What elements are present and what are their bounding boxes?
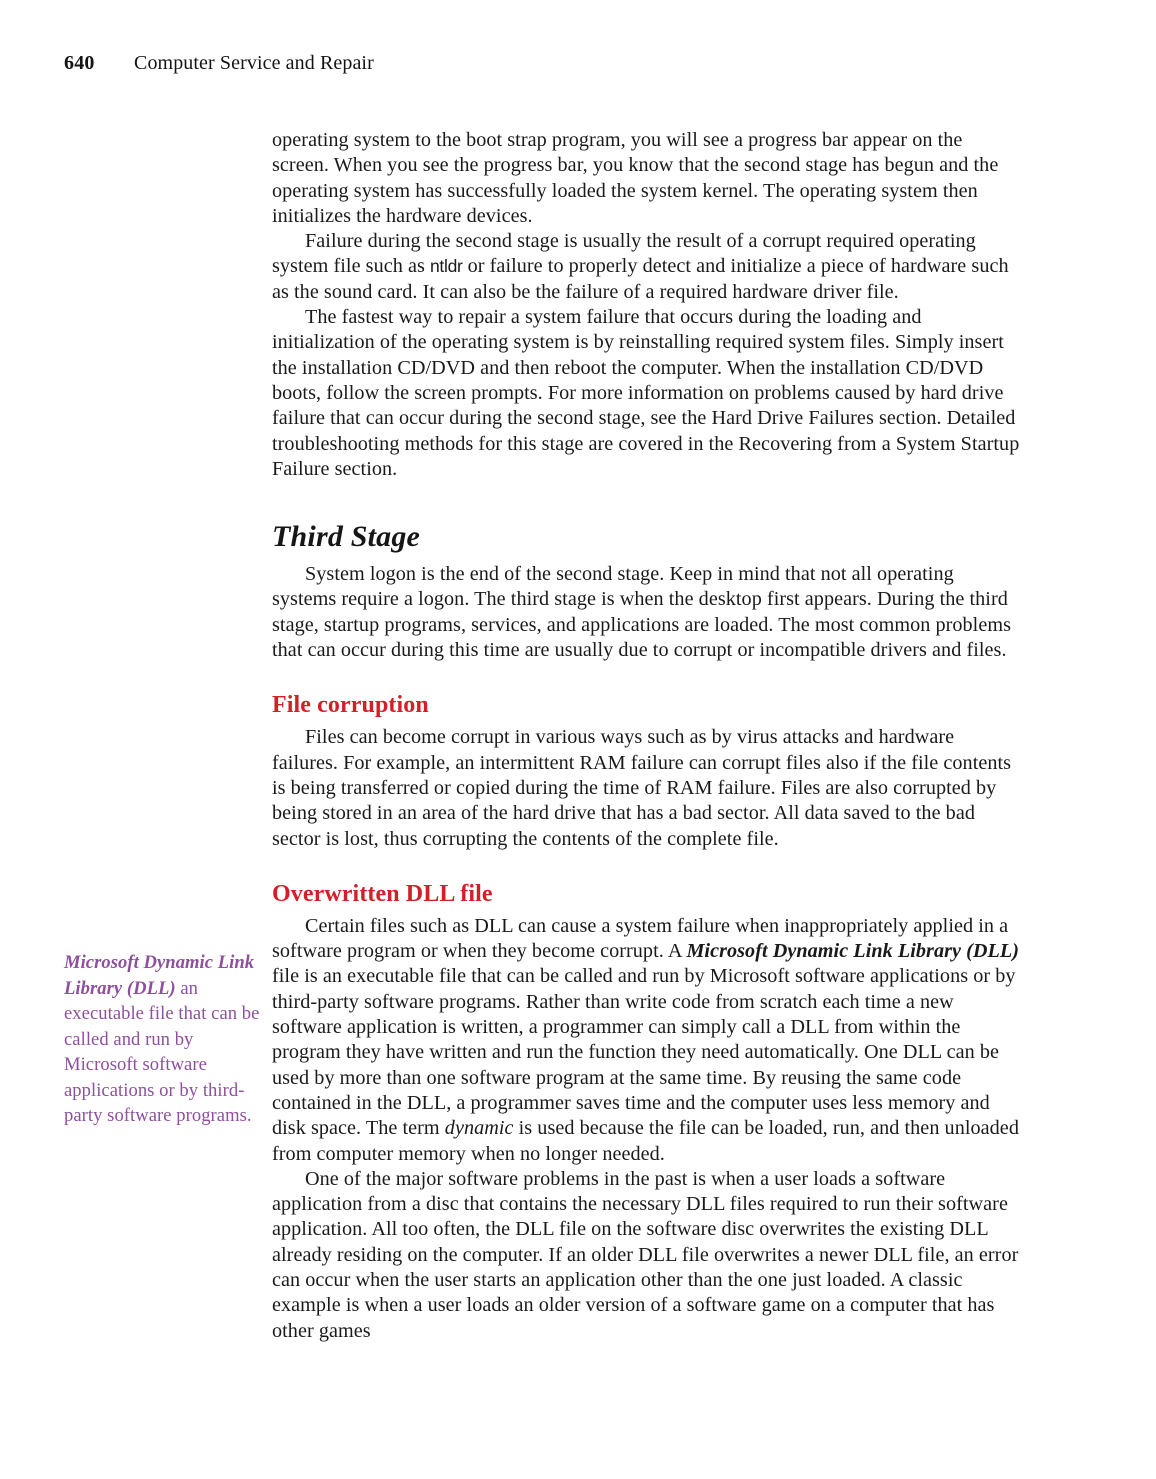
paragraph-1-text: operating system to the boot strap program, you will see a progress bar appear on the screen. When you see the progress bar, you know that the second stage has begun and the operating system has successfully loaded the system kernel. The operating system then initializes the hardware devices.	[272, 129, 999, 227]
paragraph-6-text-a: Certain files such as DLL can cause a system failure when inappropriately applied in a software program or when they become corrupt. A	[272, 914, 1009, 963]
paragraph-3-text: The fastest way to repair a system failure that occurs during the loading and initialization of the operating system is by reinstalling required system files. Simply insert the installation CD/DVD and then reboot the computer. When the installation CD/DVD boots, follow the screen prompts. For more information on problems caused by hard drive failure that can occur during the second stage, see the Hard Drive Failures section. Detailed troubleshooting methods for this stage are covered in the Recovering from a System Startup Failure section.	[272, 306, 1020, 480]
heading-third-stage: Third Stage	[272, 520, 421, 554]
paragraph-continued	[272, 128, 1022, 229]
paragraph-7-text: One of the major software problems in the past is when a user loads a software application from a disc that contains the necessary DLL files required to run their software application. All too often, the DLL file on the software disc overwrites the existing DLL already residing on the computer. If an older DLL file overwrites a newer DLL file, an error can occur when the user starts an application other than the one just loaded. A classic example is when a user loads an older version of a software game on a computer that has other games	[272, 1167, 1019, 1342]
spacer	[272, 482, 1022, 520]
paragraph-second-stage-failure	[272, 229, 1022, 305]
paragraph-5-text: Files can become corrupt in various ways such as by virus attacks and hardware failures. For example, an intermittent RAM failure can corrupt files also if the file contents is being transferred or copied during the time of RAM failure. Files are also corrupted by being stored in an area of the hard drive that has a bad sector. All data saved to the bad sector is lost, thus corrupting the contents of the complete file.	[272, 726, 1012, 850]
spacer	[272, 663, 1022, 691]
spacer	[272, 852, 1022, 880]
spacer	[272, 554, 1022, 562]
paragraph-file-corruption	[272, 725, 1022, 851]
running-head	[64, 52, 374, 75]
paragraph-system-logon	[272, 562, 1022, 663]
main-text-column	[272, 128, 1022, 1344]
running-head-title: Computer Service and Repair	[134, 52, 374, 74]
heading-file-corruption: File corruption	[272, 692, 429, 719]
paragraph-2-text-b: or failure to properly detect and initialize a piece of hardware such as the sound card. It can also be the failure of a required hardware driver file.	[272, 255, 1009, 303]
paragraph-dll-definition	[272, 914, 1022, 1167]
paragraph-4-text: System logon is the end of the second stage. Keep in mind that not all operating systems require a logon. The third stage is when the desktop first appears. During the third stage, startup programs, services, and applications are loaded. The most common problems that can occur during this time are usually due to corrupt or incompatible drivers and files.	[272, 563, 1011, 662]
page-number: 640	[64, 52, 95, 74]
filename-ntldr: ntldr	[430, 256, 463, 277]
paragraph-fastest-repair	[272, 305, 1022, 482]
paragraph-6-text-c: is used because the file can be loaded, run, and then unloaded from computer memory when no longer needed.	[272, 1117, 1019, 1165]
paragraph-2-text-a: Failure during the second stage is usually the result of a corrupt required operating system file such as	[272, 230, 976, 278]
paragraph-dll-overwrite-problem	[272, 1167, 1022, 1344]
margin-note-definition: an executable file that can be called and run by Microsoft software applications or by third-party software programs.	[64, 977, 260, 1126]
term-microsoft-dll: Microsoft Dynamic Link Library (DLL)	[686, 940, 1020, 963]
paragraph-6-text-b: file is an executable file that can be called and run by Microsoft software applications or by third-party software programs. Rather than write code from scratch each time a new software application is written, a programmer can simply call a DLL from within the program they have written and run the function they need automatically. One DLL can be used by more than one software program at the same time. By reusing the same code contained in the DLL, a programmer saves time and the computer uses less memory and disk space. The term	[272, 965, 1016, 1140]
heading-overwritten-dll-file: Overwritten DLL file	[272, 880, 493, 907]
margin-note-dll-definition	[64, 950, 260, 1129]
margin-note-term: Microsoft Dynamic Link Library (DLL)	[64, 952, 255, 999]
term-dynamic: dynamic	[444, 1117, 514, 1140]
